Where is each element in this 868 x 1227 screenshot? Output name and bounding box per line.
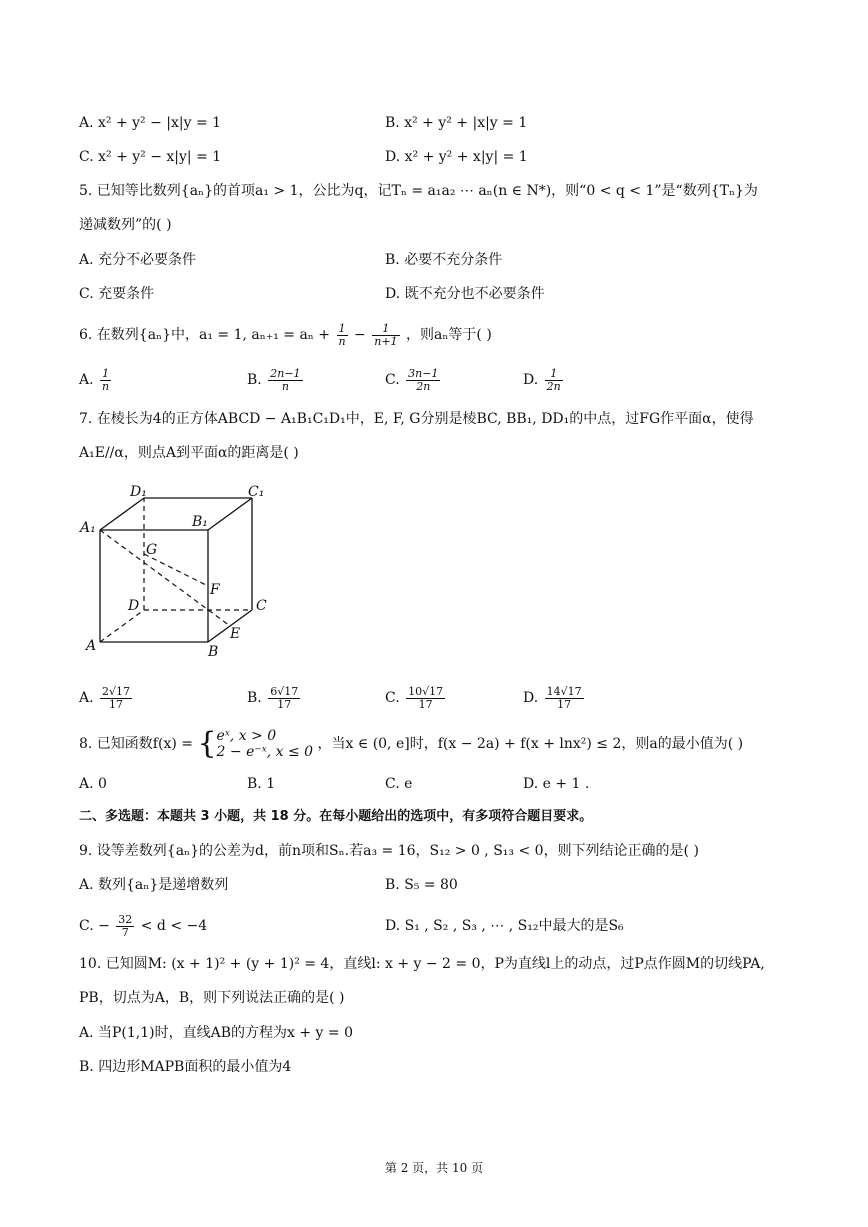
- q9-option-c: C. − $\frac{32}{7}$ < d < −4: [79, 912, 208, 939]
- q8-option-c: C. e: [385, 776, 413, 792]
- q8-option-a: A. 0: [79, 776, 107, 792]
- label-a1: A₁: [80, 520, 96, 536]
- edge-a-d-hidden: [100, 610, 144, 642]
- q8-stem: [79, 727, 743, 761]
- q8-prefix: 8. 已知函数f(x) =: [79, 736, 193, 752]
- q6-option-c: C. $\frac{3n-1}{2n}$: [385, 366, 439, 393]
- label-d1: D₁: [130, 484, 147, 500]
- q5-stem-line2: 递减数列”的( ): [79, 217, 172, 233]
- edge-a1-d1: [100, 498, 144, 530]
- label-c: C: [256, 598, 267, 614]
- q4-option-c: C. x² + y² − x|y| = 1: [79, 149, 222, 165]
- q5-stem-line1: 5. 已知等比数列{aₙ}的首项a₁ > 1，公比为q，记Tₙ = a₁a₂ ⋯ aₙ(n ∈ N*)，则“0 < q < 1”是“数列{Tₙ}为: [79, 183, 758, 199]
- q10-option-b: B. 四边形MAPB面积的最小值为4: [79, 1059, 292, 1075]
- q6-option-b: B. $\frac{2n-1}{n}$: [247, 366, 301, 393]
- q7-option-b: B. $\frac{6√17}{17}$: [247, 684, 299, 711]
- label-b1: B₁: [192, 514, 208, 530]
- q5-option-a: A. 充分不必要条件: [79, 252, 197, 268]
- q6-minus: −: [354, 327, 366, 343]
- label-g: G: [146, 542, 158, 558]
- q9-option-d: D. S₁ , S₂ , S₃ , ⋯ , S₁₂中最大的是S₆: [385, 918, 624, 934]
- cube-figure: [78, 480, 278, 660]
- q6-option-a: A. $\frac{1}{n}$: [79, 366, 110, 393]
- segment-a1-e: [100, 530, 230, 626]
- page-footer: 第 2 页，共 10 页: [384, 1161, 484, 1175]
- label-c1: C₁: [248, 484, 265, 500]
- q7-stem-line2: A₁E//α，则点A到平面α的距离是( ): [79, 445, 299, 461]
- q9-option-b: B. S₅ = 80: [385, 877, 458, 893]
- q10-stem-line1: 10. 已知圆M: (x + 1)² + (y + 1)² = 4，直线l: x + y − 2 = 0，P为直线l上的动点，过P点作圆M的切线PA,: [79, 956, 765, 972]
- q5-option-d: D. 既不充分也不必要条件: [385, 286, 545, 302]
- q7-stem-line1: 7. 在棱长为4的正方体ABCD − A₁B₁C₁D₁中，E, F, G分别是棱BC, BB₁, DD₁的中点，过FG作平面α，使得: [79, 411, 754, 427]
- label-a: A: [86, 638, 97, 654]
- q6-stem-prefix: 6. 在数列{aₙ}中，a₁ = 1, aₙ₊₁ = aₙ +: [79, 327, 331, 343]
- q9-option-a: A. 数列{aₙ}是递增数列: [79, 877, 229, 893]
- label-e: E: [230, 626, 241, 642]
- q10-option-a: A. 当P(1,1)时，直线AB的方程为x + y = 0: [79, 1025, 353, 1041]
- label-d: D: [128, 598, 140, 614]
- q7-option-a: A. $\frac{2√17}{17}$: [79, 684, 131, 711]
- q8-suffix: ，当x ∈ (0, e]时，f(x − 2a) + f(x + lnx²) ≤ 2，则a的最小值为( ): [317, 736, 744, 752]
- q7-option-d: D. $\frac{14√17}{17}$: [523, 684, 582, 711]
- q4-option-a: A. x² + y² − |x|y = 1: [79, 115, 222, 131]
- q8-option-b: B. 1: [247, 776, 276, 792]
- q6-frac-2: $\frac{1}{n+1}$: [374, 321, 398, 348]
- q7-option-c: C. $\frac{10√17}{17}$: [385, 684, 444, 711]
- q4-option-b: B. x² + y² + |x|y = 1: [385, 115, 528, 131]
- q9-stem: 9. 设等差数列{aₙ}的公差为d，前n项和Sₙ.若a₃ = 16，S₁₂ > 0 , S₁₃ < 0，则下列结论正确的是( ): [79, 843, 699, 859]
- q5-option-c: C. 充要条件: [79, 286, 155, 302]
- q8-cases: eˣ, x > 0 2 − e⁻ˣ, x ≤ 0: [216, 728, 314, 760]
- q6-frac-1: $\frac{1}{n}$: [338, 321, 346, 348]
- q6-stem: [79, 322, 492, 348]
- label-f: F: [210, 582, 220, 598]
- q6-option-d: D. $\frac{1}{2n}$: [523, 366, 561, 393]
- q5-option-b: B. 必要不充分条件: [385, 252, 503, 268]
- q10-stem-line2: PB，切点为A，B，则下列说法正确的是( ): [79, 990, 345, 1006]
- q8-brace: {: [197, 726, 217, 761]
- section-heading: 二、多选题：本题共 3 小题，共 18 分。在每小题给出的选项中，有多项符合题目要求。: [79, 809, 593, 824]
- label-b: B: [208, 644, 219, 660]
- q6-stem-suffix: ，则aₙ等于( ): [406, 327, 492, 343]
- q8-option-d: D. e + 1 .: [523, 776, 590, 792]
- q4-option-d: D. x² + y² + x|y| = 1: [385, 149, 528, 165]
- edge-b1-c1: [208, 498, 252, 530]
